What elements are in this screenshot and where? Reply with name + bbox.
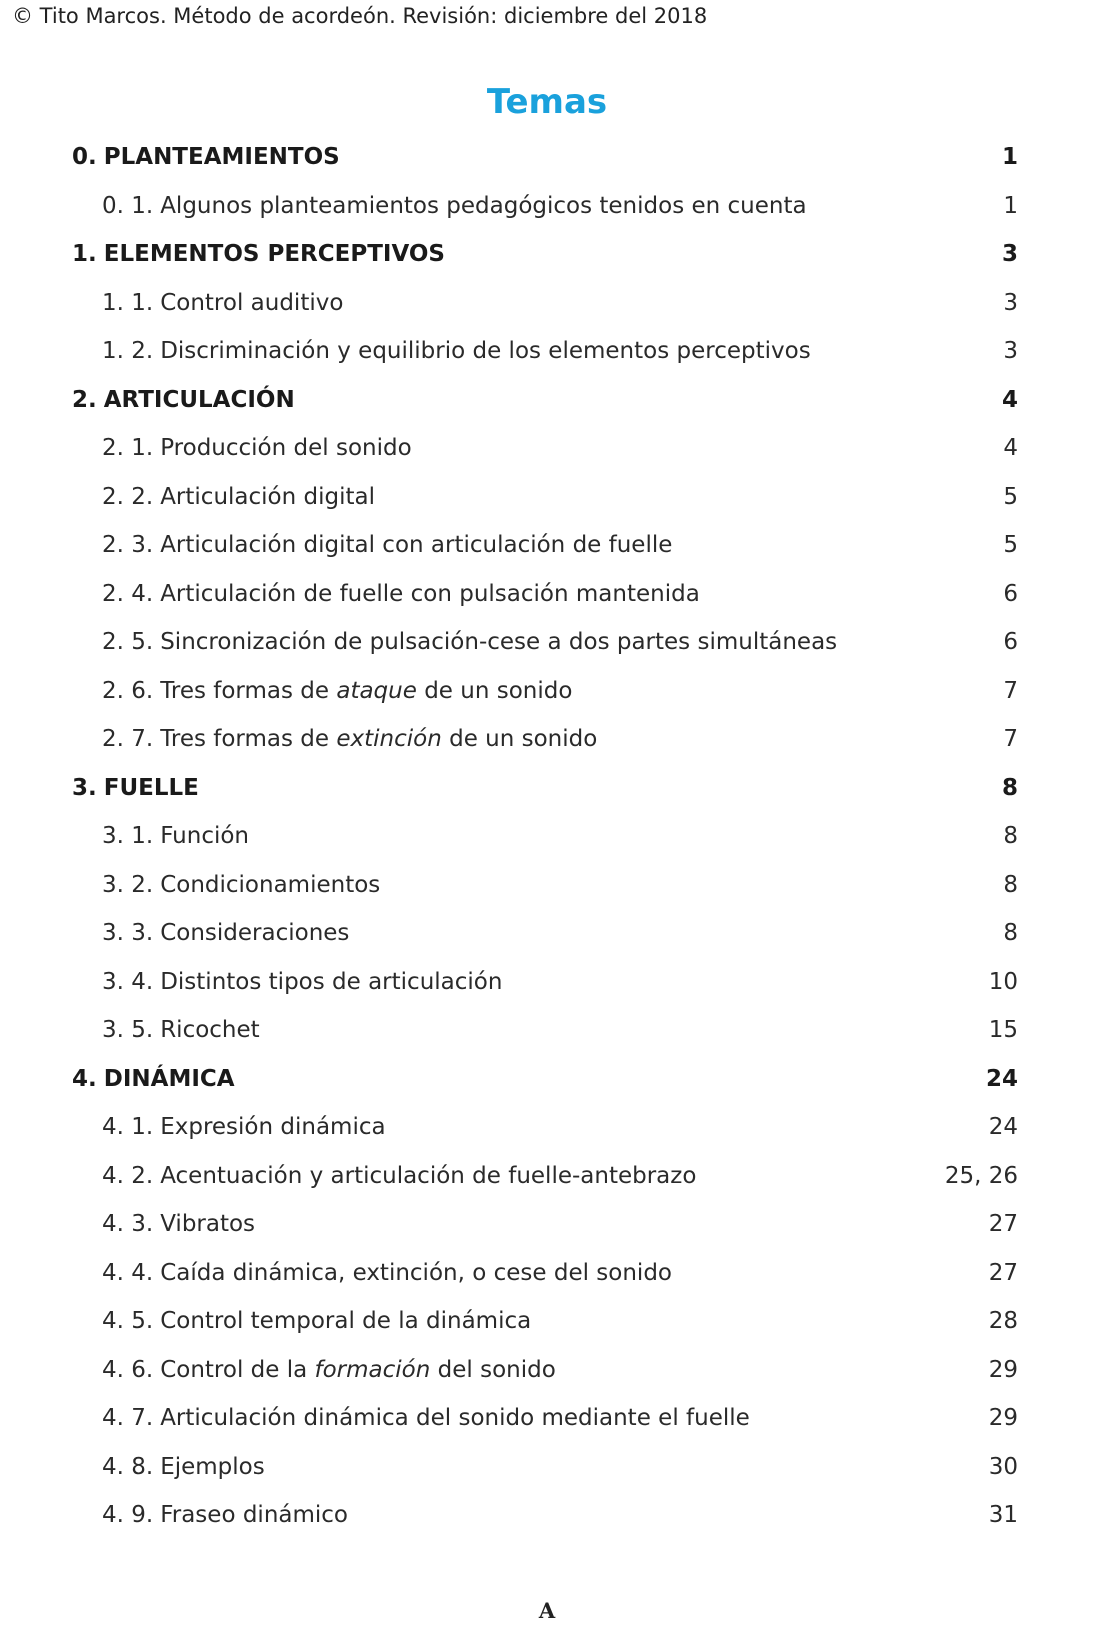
toc-page-number: 8	[1003, 823, 1018, 850]
toc-entry-number: 2. 3.	[102, 532, 154, 559]
toc-page-number: 4	[1001, 386, 1018, 413]
toc-entry	[102, 1357, 556, 1383]
toc-entry-label	[104, 387, 295, 413]
toc-entry-text: Tres formas de	[160, 677, 337, 704]
toc-entry	[102, 823, 249, 849]
toc-section-row	[0, 1297, 1094, 1346]
toc-chapter-row	[0, 376, 1094, 425]
toc-entry-label	[160, 1114, 385, 1140]
toc-entry-text: ELEMENTOS PERCEPTIVOS	[103, 241, 445, 268]
toc-entry-number: 4. 4.	[102, 1259, 154, 1286]
toc-entry-label	[160, 484, 375, 510]
toc-entry-number: 2. 1.	[102, 435, 154, 462]
toc-page-number: 3	[1003, 289, 1018, 316]
toc-entry-number: 2. 5.	[102, 629, 154, 656]
toc-page-number: 5	[1003, 483, 1018, 510]
toc-entry	[72, 144, 340, 170]
toc-entry	[72, 775, 199, 801]
toc-entry-text: Fraseo dinámico	[160, 1502, 348, 1529]
toc-section-row	[0, 958, 1094, 1007]
toc-entry-label	[160, 1211, 255, 1237]
toc-entry-label	[160, 1308, 531, 1334]
toc-entry-number: 4. 9.	[102, 1502, 154, 1529]
toc-entry-label	[160, 1454, 265, 1480]
toc-entry-number: 3.	[72, 774, 97, 801]
toc-entry-label	[104, 1066, 235, 1092]
toc-entry-label	[160, 872, 380, 898]
toc-section-row	[0, 861, 1094, 910]
toc-section-row	[0, 1152, 1094, 1201]
toc-entry-text: Producción del sonido	[160, 435, 412, 462]
toc-entry-label	[160, 532, 672, 558]
toc-entry	[102, 726, 597, 752]
toc-page-number: 4	[1003, 435, 1018, 462]
toc-page-number: 8	[1003, 920, 1018, 947]
toc-entry-text: PLANTEAMIENTOS	[103, 144, 340, 171]
toc-entry-number: 0. 1.	[102, 192, 154, 219]
toc-entry-number: 4. 8.	[102, 1453, 154, 1480]
toc-entry-number: 3. 5.	[102, 1017, 154, 1044]
toc-section-row	[0, 909, 1094, 958]
toc-page-number: 7	[1003, 726, 1018, 753]
toc-page-number: 6	[1003, 629, 1018, 656]
toc-entry	[102, 338, 811, 364]
toc-entry-number: 3. 2.	[102, 871, 154, 898]
toc-entry-label	[160, 1502, 348, 1528]
toc-section-row	[0, 424, 1094, 473]
toc-entry-label	[160, 193, 806, 219]
toc-section-row	[0, 1200, 1094, 1249]
toc-entry-number: 4. 6.	[102, 1356, 154, 1383]
toc-page-number: 10	[988, 968, 1018, 995]
toc-entry	[102, 1114, 386, 1140]
toc-entry	[72, 1066, 235, 1092]
toc-entry-text: Algunos planteamientos pedagógicos tenidos en cuenta	[160, 192, 807, 219]
toc-section-row	[0, 812, 1094, 861]
toc-page-number: 7	[1003, 677, 1018, 704]
toc-section-row	[0, 473, 1094, 522]
toc-entry-number: 3. 3.	[102, 920, 154, 947]
toc-entry	[102, 1211, 255, 1237]
toc-entry-label	[104, 144, 340, 170]
toc-page-number: 3	[1003, 338, 1018, 365]
toc-entry-text: Discriminación y equilibrio de los elementos perceptivos	[160, 338, 811, 365]
toc-entry	[102, 1017, 260, 1043]
toc-chapter-row	[0, 230, 1094, 279]
toc-page-number: 31	[988, 1502, 1018, 1529]
toc-page-number: 5	[1003, 532, 1018, 559]
toc-entry	[102, 1163, 696, 1189]
page-title: Temas	[486, 82, 608, 122]
toc-entry-text: Articulación dinámica del sonido mediante el fuelle	[160, 1405, 750, 1432]
toc-entry	[102, 872, 380, 898]
toc-entry-text: Condicionamientos	[160, 871, 381, 898]
toc-entry-text: Expresión dinámica	[160, 1114, 386, 1141]
toc-entry-text: Articulación digital	[160, 483, 375, 510]
toc-page-number: 27	[988, 1211, 1018, 1238]
toc-entry-text: Articulación de fuelle con pulsación mantenida	[160, 580, 700, 607]
toc-section-row	[0, 1491, 1094, 1540]
toc-entry-label	[160, 338, 810, 364]
toc-entry-text: Caída dinámica, extinción, o cese del sonido	[160, 1259, 672, 1286]
toc-entry-number: 3. 1.	[102, 823, 154, 850]
toc-entry-label	[160, 290, 343, 316]
toc-entry-text: Control temporal de la dinámica	[160, 1308, 532, 1335]
page-number: A	[538, 1598, 556, 1623]
toc-page-number: 1	[1001, 144, 1018, 171]
toc-page-number: 30	[988, 1453, 1018, 1480]
toc-page-number: 8	[1001, 774, 1018, 801]
toc-section-row	[0, 1394, 1094, 1443]
toc-entry-number: 4.	[72, 1065, 97, 1092]
toc-entry	[102, 435, 412, 461]
toc-page-number: 3	[1001, 241, 1018, 268]
toc-entry	[102, 290, 343, 316]
toc-entry-number: 1.	[72, 241, 97, 268]
toc-entry-label	[160, 823, 249, 849]
toc-entry-number: 4. 2.	[102, 1162, 154, 1189]
toc-entry	[72, 387, 295, 413]
toc-chapter-row	[0, 133, 1094, 182]
toc-chapter-row	[0, 1055, 1094, 1104]
toc-entry-label	[160, 581, 700, 607]
toc-section-row	[0, 618, 1094, 667]
toc-entry-text: Vibratos	[160, 1211, 256, 1238]
toc-entry-number: 4. 7.	[102, 1405, 154, 1432]
toc-entry-text: Sincronización de pulsación-cese a dos partes simultáneas	[160, 629, 838, 656]
toc-page-number: 6	[1003, 580, 1018, 607]
toc-section-row	[0, 1103, 1094, 1152]
toc-page-number: 29	[988, 1356, 1018, 1383]
toc-entry-text: Distintos tipos de articulación	[160, 968, 503, 995]
toc-section-row	[0, 715, 1094, 764]
toc-entry-number: 1. 1.	[102, 289, 154, 316]
toc-entry-label	[104, 775, 199, 801]
toc-entry	[102, 1454, 265, 1480]
toc-entry	[102, 1405, 750, 1431]
toc-section-row	[0, 1346, 1094, 1395]
toc-entry-label	[160, 1017, 259, 1043]
toc-entry	[102, 1502, 348, 1528]
toc-section-row	[0, 521, 1094, 570]
toc-page-number: 27	[988, 1259, 1018, 1286]
toc-entry	[102, 1260, 672, 1286]
toc-section-row	[0, 1443, 1094, 1492]
toc-entry-text: DINÁMICA	[103, 1065, 235, 1092]
toc-entry-text: Control auditivo	[160, 289, 344, 316]
toc-entry-text: Función	[160, 823, 250, 850]
toc-entry-label	[160, 678, 572, 704]
toc-section-row	[0, 182, 1094, 231]
toc-entry-text-end: de un sonido	[416, 677, 573, 704]
toc-entry-number: 4. 3.	[102, 1211, 154, 1238]
toc-entry-number: 4. 1.	[102, 1114, 154, 1141]
toc-entry-label	[160, 435, 411, 461]
toc-entry-label	[160, 920, 349, 946]
toc-entry-text: Articulación digital con articulación de fuelle	[160, 532, 673, 559]
toc-entry-number: 1. 2.	[102, 338, 154, 365]
toc-entry-number: 2. 7.	[102, 726, 154, 753]
toc-entry	[102, 629, 837, 655]
toc-entry-label	[160, 1405, 750, 1431]
toc-entry	[102, 678, 572, 704]
toc-entry	[102, 193, 807, 219]
toc-entry	[102, 484, 375, 510]
toc-section-row	[0, 570, 1094, 619]
toc-entry-number: 0.	[72, 144, 97, 171]
toc-entry-text-end: del sonido	[430, 1356, 556, 1383]
toc-entry-text: Tres formas de	[160, 726, 337, 753]
toc-entry	[102, 969, 502, 995]
toc-entry-label	[160, 969, 502, 995]
toc-entry-number: 2. 6.	[102, 677, 154, 704]
toc-section-row	[0, 1006, 1094, 1055]
toc-entry-italic-text: ataque	[336, 677, 417, 704]
toc-entry-number: 3. 4.	[102, 968, 154, 995]
toc-entry-italic-text: formación	[314, 1356, 431, 1383]
toc-page-number: 29	[988, 1405, 1018, 1432]
toc-entry-number: 2. 4.	[102, 580, 154, 607]
toc-entry	[72, 241, 445, 267]
toc-page-number: 24	[988, 1114, 1018, 1141]
toc-entry-text-end: de un sonido	[441, 726, 598, 753]
toc-entry-label	[160, 1163, 696, 1189]
table-of-contents	[0, 133, 1094, 1540]
toc-entry-label	[104, 241, 445, 267]
toc-page-number: 1	[1003, 192, 1018, 219]
toc-entry	[102, 581, 700, 607]
toc-entry-label	[160, 629, 837, 655]
toc-entry	[102, 920, 349, 946]
toc-section-row	[0, 667, 1094, 716]
toc-entry	[102, 532, 672, 558]
toc-entry-text: ARTICULACIÓN	[103, 386, 295, 413]
toc-entry-text: FUELLE	[103, 774, 199, 801]
toc-entry-number: 2. 2.	[102, 483, 154, 510]
toc-page-number: 8	[1003, 871, 1018, 898]
toc-section-row	[0, 1249, 1094, 1298]
toc-entry-number: 4. 5.	[102, 1308, 154, 1335]
toc-entry-label	[160, 726, 597, 752]
toc-chapter-row	[0, 764, 1094, 813]
toc-entry-label	[160, 1357, 556, 1383]
toc-entry-label	[160, 1260, 672, 1286]
toc-entry-text: Consideraciones	[160, 920, 350, 947]
toc-section-row	[0, 279, 1094, 328]
toc-entry-text: Acentuación y articulación de fuelle-antebrazo	[160, 1162, 697, 1189]
toc-entry-number: 2.	[72, 386, 97, 413]
document-header: © Tito Marcos. Método de acordeón. Revisión: diciembre del 2018	[12, 4, 708, 28]
toc-entry-italic-text: extinción	[336, 726, 442, 753]
toc-page-number: 24	[985, 1065, 1018, 1092]
toc-section-row	[0, 327, 1094, 376]
toc-entry-text: Ejemplos	[160, 1453, 265, 1480]
toc-page-number: 25, 26	[944, 1162, 1018, 1189]
toc-entry	[102, 1308, 531, 1334]
toc-page-number: 28	[988, 1308, 1018, 1335]
toc-entry-text: Control de la	[160, 1356, 315, 1383]
toc-entry-text: Ricochet	[160, 1017, 260, 1044]
toc-page-number: 15	[988, 1017, 1018, 1044]
